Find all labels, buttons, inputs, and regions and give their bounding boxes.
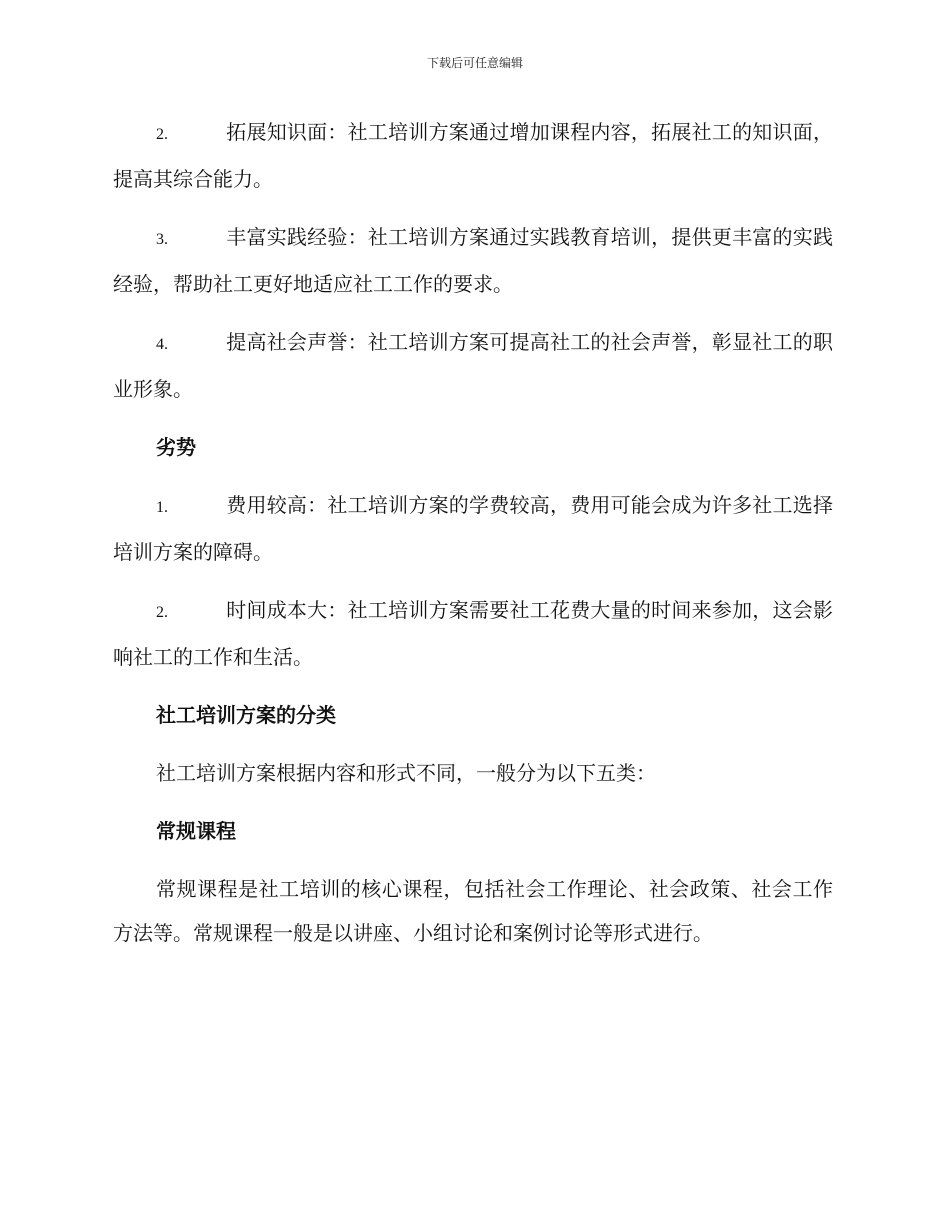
advantage-item: [113, 320, 833, 411]
list-number: 3.: [156, 231, 168, 248]
page-header: 下载后可任意编辑: [426, 56, 523, 70]
disadvantages-heading: 劣势: [156, 435, 196, 459]
advantage-item: [113, 110, 833, 201]
document-body: [113, 110, 833, 969]
classification-heading: 社工培训方案的分类: [156, 703, 336, 727]
classification-intro: 社工培训方案根据内容和形式不同，一般分为以下五类：: [156, 761, 656, 785]
list-text: 费用较高：社工培训方案的学费较高，费用可能会成为许多社工选择培训方案的障碍。: [113, 493, 833, 564]
list-number: 2.: [156, 126, 168, 143]
list-number: 1.: [156, 499, 168, 516]
list-number: 4.: [156, 336, 168, 353]
regular-course-text: 常规课程是社工培训的核心课程，包括社会工作理论、社会政策、社会工作方法等。常规课程一般是以讲座、小组讨论和案例讨论等形式进行。: [113, 877, 833, 945]
disadvantage-item: [113, 483, 833, 574]
list-text: 丰富实践经验：社工培训方案通过实践教育培训，提供更丰富的实践经验，帮助社工更好地适应社工工作的要求。: [113, 225, 833, 296]
disadvantage-item: [113, 588, 833, 679]
list-number: 2.: [156, 604, 168, 621]
list-text: 时间成本大：社工培训方案需要社工花费大量的时间来参加，这会影响社工的工作和生活。: [113, 598, 833, 669]
regular-course-heading: 常规课程: [156, 819, 236, 843]
list-text: 提高社会声誉：社工培训方案可提高社工的社会声誉，彰显社工的职业形象。: [113, 330, 833, 401]
advantage-item: [113, 215, 833, 306]
list-text: 拓展知识面：社工培训方案通过增加课程内容，拓展社工的知识面，提高其综合能力。: [113, 120, 833, 191]
